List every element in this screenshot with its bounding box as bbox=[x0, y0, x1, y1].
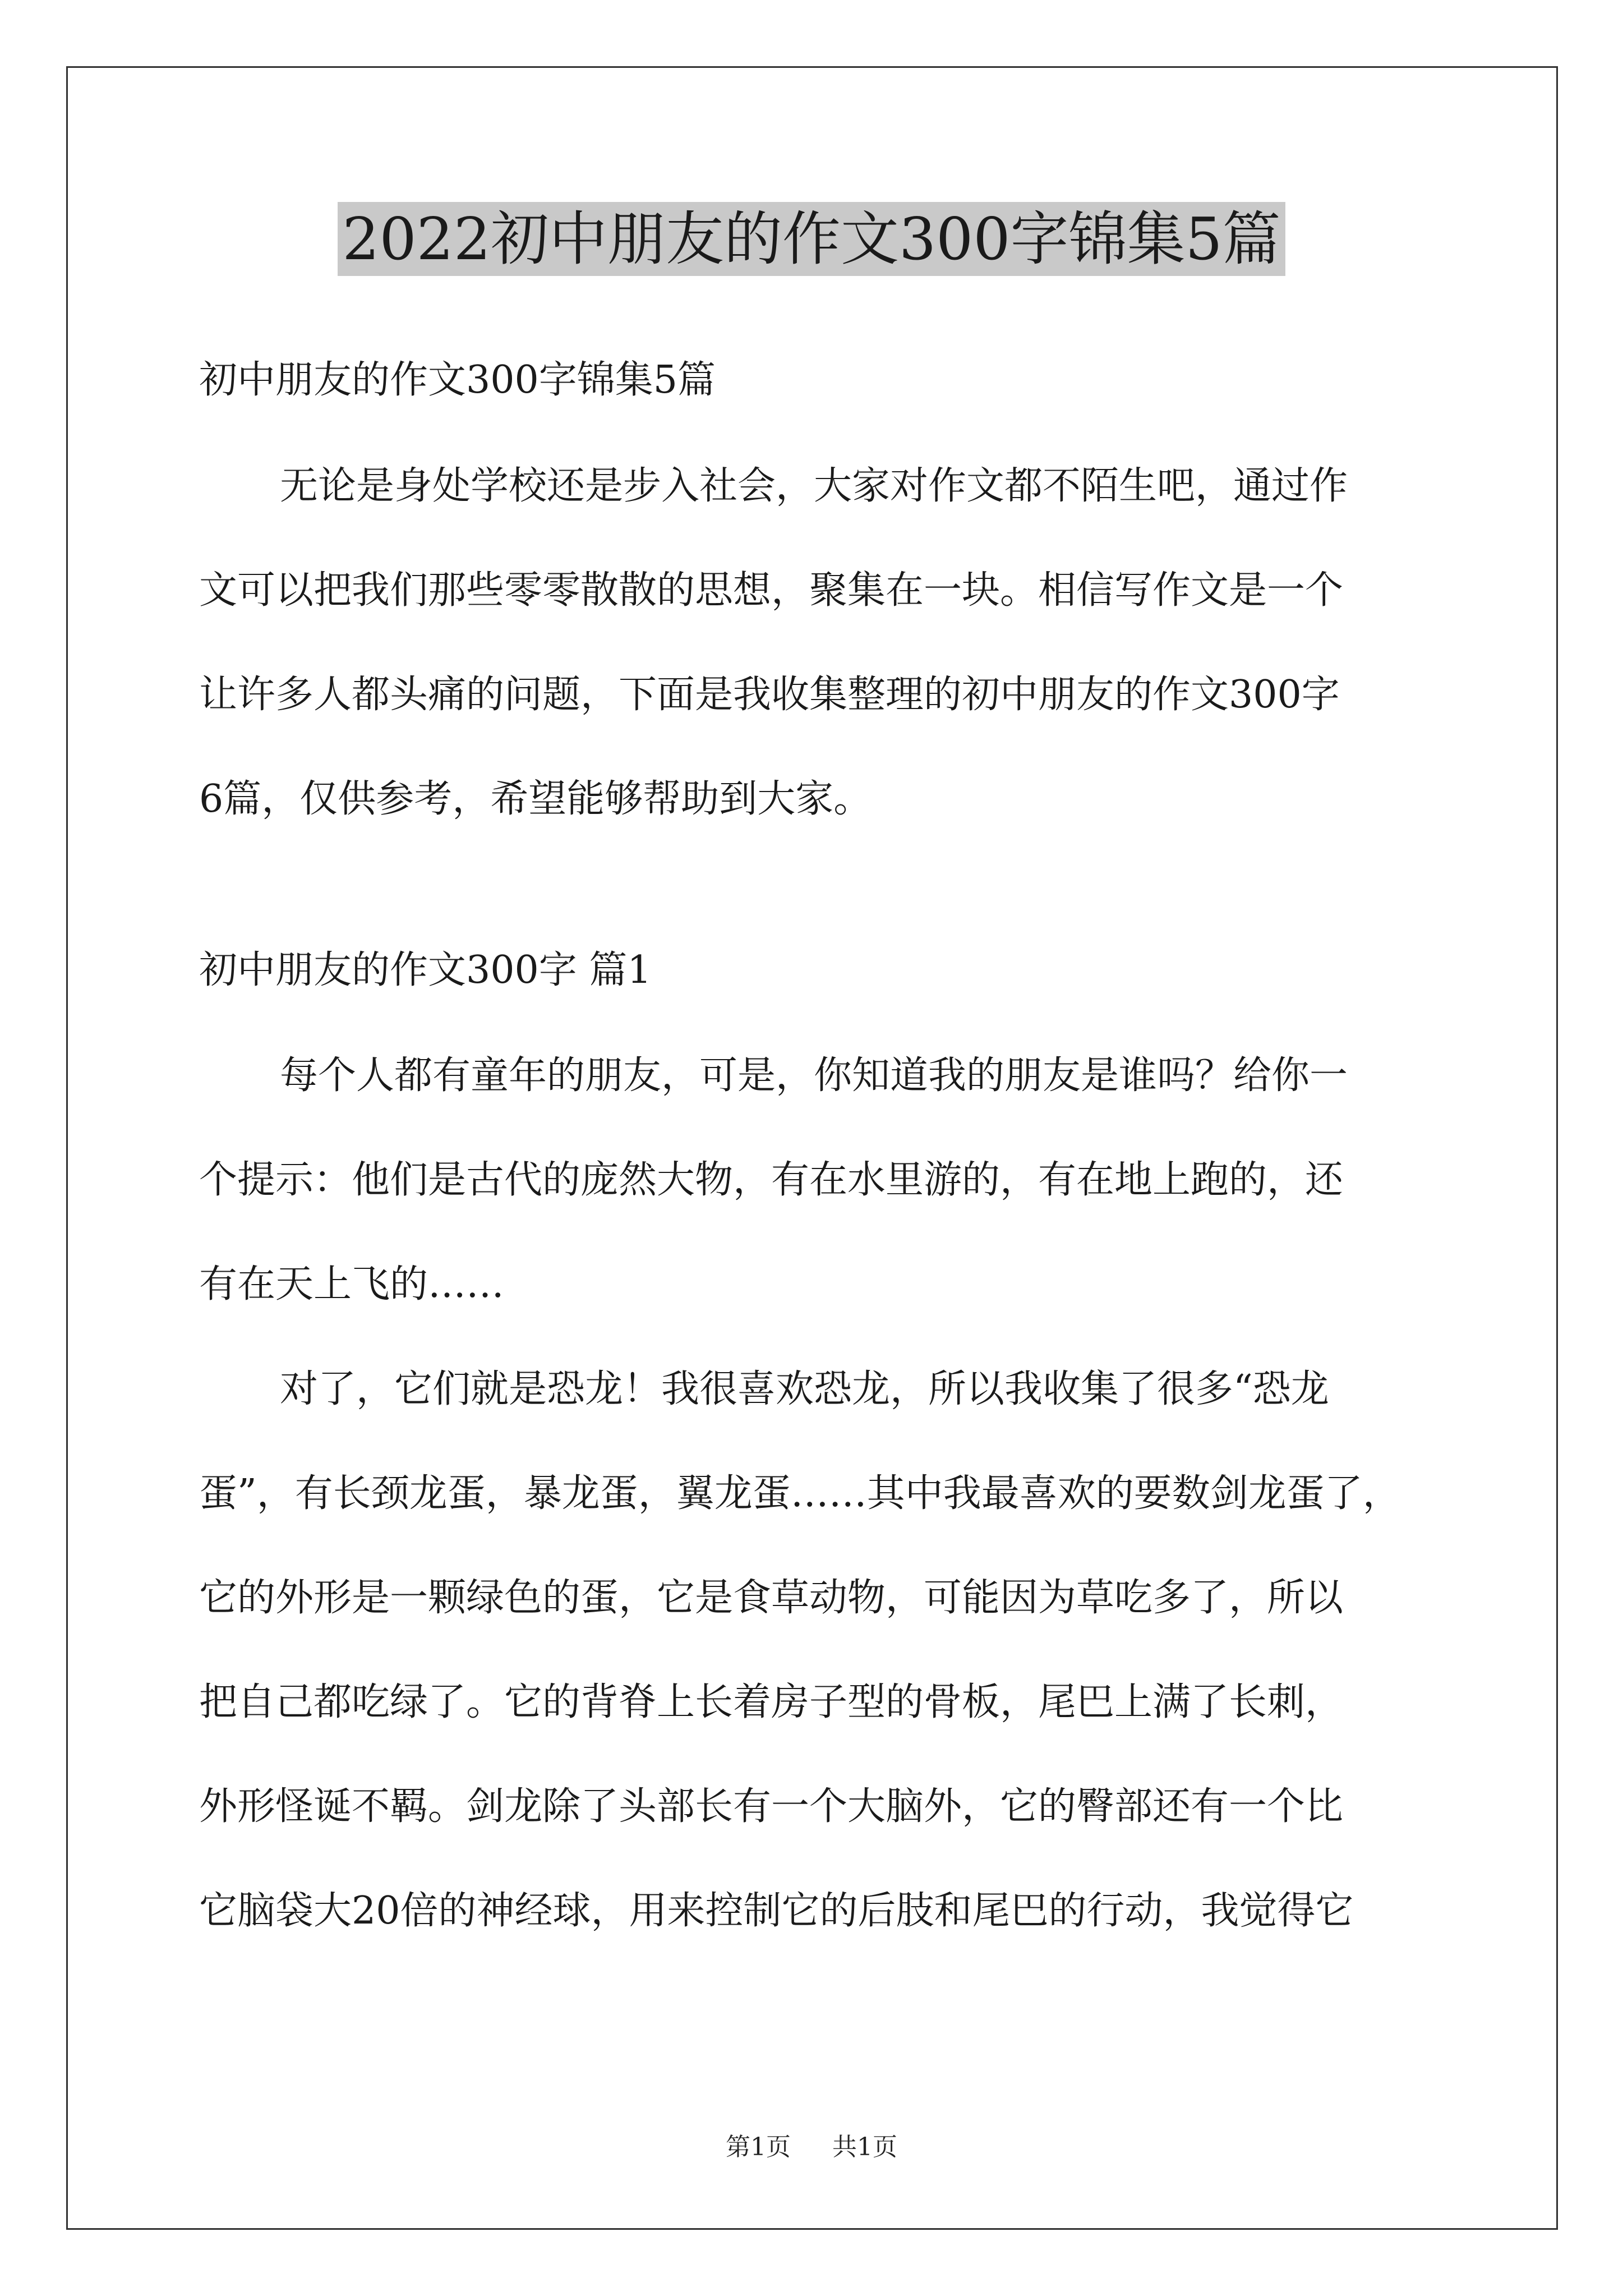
para2-line-2: 蛋”，有长颈龙蛋，暴龙蛋，翼龙蛋……其中我最喜欢的要数剑龙蛋了， bbox=[199, 1471, 1401, 1516]
para2-line-6: 它脑袋大20倍的神经球，用来控制它的后肢和尾巴的行动，我觉得它 bbox=[199, 1889, 1354, 1933]
intro-line-4: 6篇，仅供参考，希望能够帮助到大家。 bbox=[199, 777, 872, 821]
page-footer bbox=[0, 2132, 1623, 2163]
para2-line-5: 外形怪诞不羁。剑龙除了头部长有一个大脑外，它的臀部还有一个比 bbox=[199, 1784, 1344, 1829]
page-number: 第1页 bbox=[726, 2133, 791, 2161]
para1-line-1: 每个人都有童年的朋友，可是，你知道我的朋友是谁吗？给你一 bbox=[280, 1053, 1348, 1098]
para1-line-2: 个提示：他们是古代的庞然大物，有在水里游的，有在地上跑的，还 bbox=[199, 1158, 1344, 1202]
para2-line-4: 把自己都吃绿了。它的背脊上长着房子型的骨板，尾巴上满了长刺， bbox=[199, 1680, 1344, 1724]
intro-line-3: 让许多人都头痛的问题，下面是我收集整理的初中朋友的作文300字 bbox=[199, 673, 1340, 717]
document-title: 2022初中朋友的作文300字锦集5篇 bbox=[338, 202, 1285, 276]
page-total: 共1页 bbox=[832, 2133, 897, 2161]
section-heading: 初中朋友的作文300字 篇1 bbox=[199, 948, 652, 992]
intro-line-2: 文可以把我们那些零零散散的思想，聚集在一块。相信写作文是一个 bbox=[199, 568, 1344, 613]
para1-line-3: 有在天上飞的…… bbox=[199, 1262, 505, 1306]
para2-line-1: 对了，它们就是恐龙！我很喜欢恐龙，所以我收集了很多“恐龙 bbox=[280, 1367, 1329, 1411]
subtitle: 初中朋友的作文300字锦集5篇 bbox=[199, 358, 716, 402]
para2-line-3: 它的外形是一颗绿色的蛋，它是食草动物，可能因为草吃多了，所以 bbox=[199, 1576, 1344, 1620]
intro-line-1: 无论是身处学校还是步入社会，大家对作文都不陌生吧，通过作 bbox=[280, 464, 1348, 508]
title-block bbox=[0, 202, 1623, 276]
